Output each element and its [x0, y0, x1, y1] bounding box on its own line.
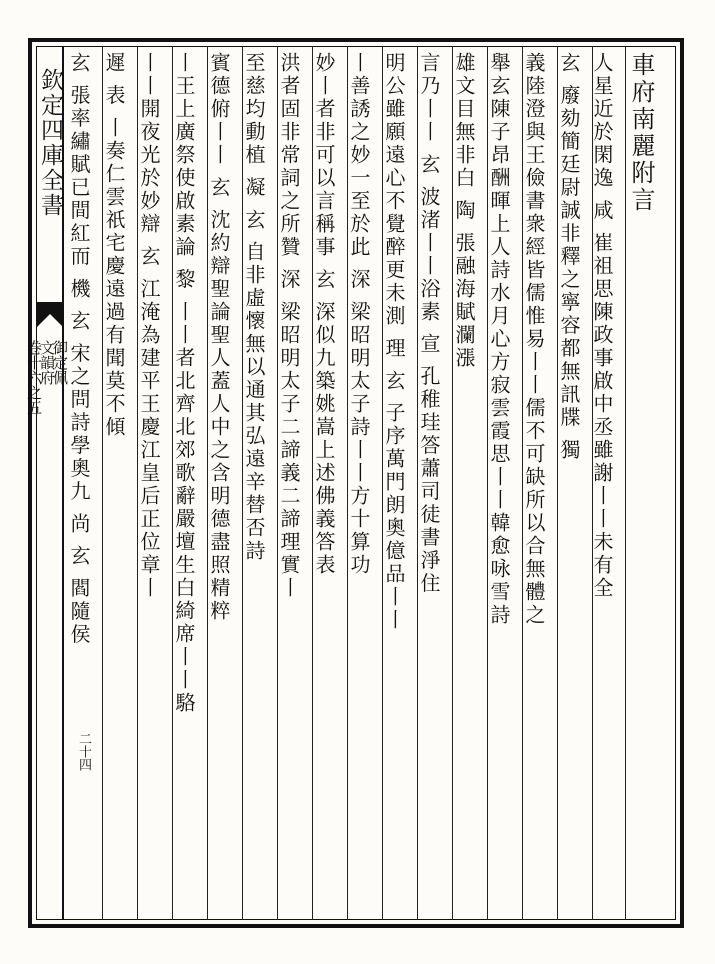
text-column-17: 玄 張率繡賦已間紅而 機 玄 宋之問詩學奧九 尚 玄 閻隨侯: [67, 52, 91, 647]
text-column-12: 至慈均動植 凝 玄 自非虛懷無以通其弘遠辛替否詩: [242, 52, 266, 564]
text-column-6: 雄文目無非白 陶 張融海賦瀾漲: [452, 52, 476, 370]
text-column-1: 車府南麗附言: [627, 52, 655, 214]
text-column-10: 妙丨者非可以言稱事 玄 深似九築姚嵩上述佛義答表: [312, 52, 336, 577]
text-column-16: 遲 表 丨奏仁雲祇宅慶遠過有聞莫不傾: [102, 52, 126, 439]
text-column-15: 丨丨開夜光於妙辯 玄 江淹為建平王慶江皇后正位章丨: [137, 52, 161, 600]
volume-label-line-2: 文韻府: [38, 340, 56, 385]
text-column-11: 洪者固非常詞之所贊 深 梁昭明太子二諦義二諦理實丨: [277, 52, 301, 600]
text-column-14: 丨王上廣祭使啟素論 黎 丨丨者北齊北郊歌辭嚴壇生白綺席丨丨駱: [172, 52, 196, 715]
text-column-3: 玄 廢劾簡廷尉誠非釋之寧容都無訊牒 獨: [557, 52, 581, 462]
volume-label-line-1: 御定佩: [51, 340, 69, 385]
text-column-4: 義陸澄與王儉書衆經皆儒惟易丨丨儒不可缺所以合無體之: [522, 52, 546, 627]
text-column-13: 賓德俯丨丨 玄 沈約辯聖論聖人蓋人中之含明德盡照精粹: [207, 52, 231, 623]
volume-label-line-3: 卷十六之五: [25, 340, 43, 415]
text-column-7: 言乃丨丨 玄 波渚丨丨浴素 宣 孔稚珪答蕭司徒書淨住: [417, 52, 441, 596]
text-column-2: 人星近於閑逸 咸 崔祖思陳政事啟中丞雖謝丨丨未有全: [590, 52, 614, 600]
book-title: 欽定四庫全書: [37, 68, 63, 218]
text-column-8: 明公雖願遠心不覺醉更未測 理 玄 子序萬門朗奧億品丨丨: [382, 52, 406, 633]
text-column-5: 舉玄陳子昂酬暉上人詩水月心方寂雲霞思丨丨韓愈咏雪詩: [487, 52, 511, 627]
page-number: 二十四: [76, 732, 91, 771]
text-column-18: [66, 52, 72, 910]
text-column-9: 丨善誘之妙一至於此 深 梁昭明太子詩丨丨方十算功: [347, 52, 371, 577]
